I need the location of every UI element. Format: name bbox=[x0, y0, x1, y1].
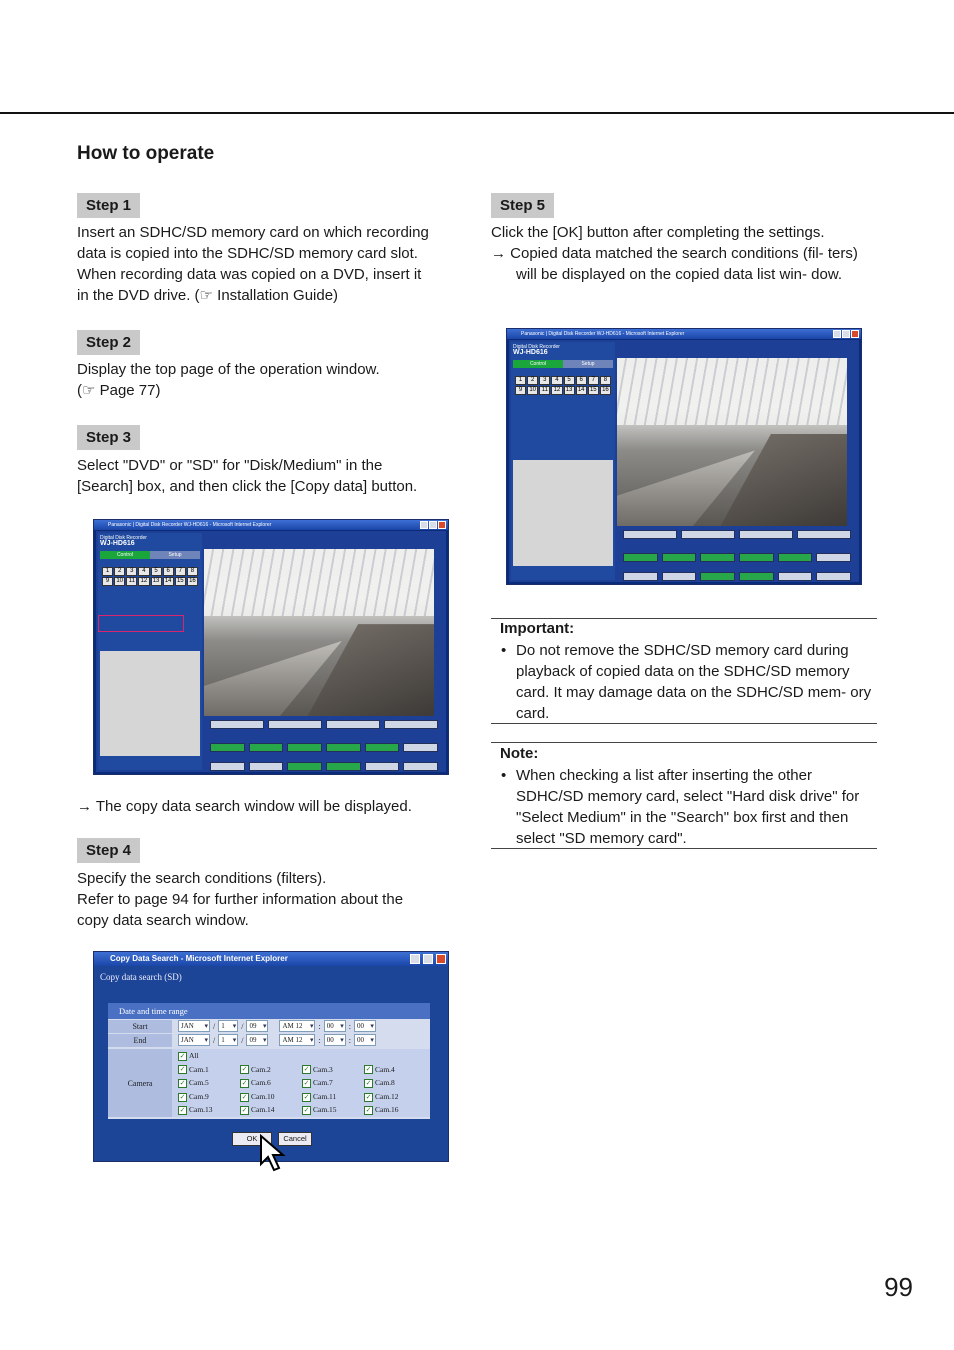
end-hour-select[interactable]: AM 12 ▾ bbox=[279, 1034, 315, 1046]
app-body bbox=[509, 340, 859, 582]
control-button[interactable] bbox=[210, 720, 264, 729]
check-icon: ✓ bbox=[241, 1065, 248, 1074]
cam-button[interactable]: 5 bbox=[151, 567, 162, 576]
check-icon: ✓ bbox=[365, 1106, 372, 1115]
cam-label: Cam.14 bbox=[251, 1105, 275, 1115]
mouse-pointer-icon bbox=[259, 1134, 293, 1174]
interval-select[interactable] bbox=[365, 762, 400, 771]
close-icon[interactable] bbox=[436, 954, 446, 964]
cam-button[interactable]: 11 bbox=[539, 386, 550, 395]
start-month-select[interactable]: JAN ▾ bbox=[178, 1020, 210, 1032]
step-4-text bbox=[77, 868, 467, 931]
important-bullet: • Do not remove the SDHC/SD memory card during playback of copied data on the SDHC/SD memory card. It may damage data on the SDHC/SD mem- ory card. bbox=[501, 640, 879, 724]
brand bbox=[511, 342, 615, 358]
maximize-icon bbox=[429, 521, 437, 529]
camera-image bbox=[617, 358, 847, 526]
end-day-select[interactable]: 1 ▾ bbox=[218, 1034, 238, 1046]
cam-label: Cam.4 bbox=[375, 1064, 395, 1074]
step-3-badge: Step 3 bbox=[77, 425, 140, 450]
top-rule bbox=[0, 112, 954, 114]
maximize-icon[interactable] bbox=[423, 954, 433, 964]
note-bottom-rule bbox=[491, 848, 877, 849]
search-box-highlight bbox=[98, 615, 184, 632]
start-row: Start JAN ▾ / 1 ▾ / 09 ▾ AM 12 ▾ : 00 ▾ : 00 ▾ bbox=[108, 1019, 430, 1033]
brand bbox=[98, 533, 202, 549]
skip-button[interactable] bbox=[739, 553, 774, 562]
dialog-heading: Copy data search (SD) bbox=[100, 972, 182, 982]
close-icon bbox=[851, 330, 859, 338]
cam-button[interactable]: 3 bbox=[539, 376, 550, 385]
check-icon: ✓ bbox=[365, 1092, 372, 1101]
railway-track bbox=[308, 624, 435, 716]
cam-label: Cam.2 bbox=[251, 1064, 271, 1074]
copied-data-list-screenshot bbox=[506, 328, 862, 585]
cam-label: Cam.15 bbox=[313, 1105, 337, 1115]
end-row: End JAN ▾ / 1 ▾ / 09 ▾ AM 12 ▾ : 00 ▾ : 00 ▾ bbox=[108, 1033, 430, 1047]
ok-button[interactable]: OK bbox=[232, 1132, 272, 1146]
step-2-text bbox=[77, 359, 467, 401]
minimize-icon bbox=[420, 521, 428, 529]
start-label: Start bbox=[108, 1020, 172, 1033]
check-icon: ✓ bbox=[179, 1051, 186, 1060]
cam-button[interactable]: 14 bbox=[163, 577, 174, 586]
brand-small: Digital Disk Recorder bbox=[513, 344, 560, 350]
cam-label: Cam.13 bbox=[189, 1105, 213, 1115]
skip-button[interactable] bbox=[778, 553, 813, 562]
cam-button[interactable]: 8 bbox=[187, 567, 198, 576]
stop-button[interactable] bbox=[662, 572, 697, 581]
cam-checkbox[interactable] bbox=[364, 1065, 426, 1077]
go-to-last-button[interactable] bbox=[403, 743, 438, 752]
cam-label: Cam.11 bbox=[313, 1091, 337, 1101]
recent-event-list bbox=[100, 651, 200, 756]
cam-checkbox[interactable] bbox=[364, 1105, 426, 1117]
cam-checkbox[interactable] bbox=[302, 1092, 364, 1104]
close-icon bbox=[438, 521, 446, 529]
control-button[interactable] bbox=[326, 720, 380, 729]
step-5-badge: Step 5 bbox=[491, 193, 554, 218]
operation-window-screenshot bbox=[93, 519, 449, 775]
railway-track bbox=[721, 434, 848, 526]
step-4-line: Refer to page 94 for further information about the bbox=[77, 891, 404, 908]
cam-button[interactable]: 15 bbox=[175, 577, 186, 586]
step-2-line: Display the top page of the operation window. bbox=[77, 361, 380, 378]
cam-button[interactable]: 13 bbox=[564, 386, 575, 395]
go-to-date-button[interactable] bbox=[403, 762, 438, 771]
check-icon: ✓ bbox=[241, 1106, 248, 1115]
copy-data-search-dialog bbox=[93, 951, 449, 1162]
next-image-button[interactable] bbox=[326, 762, 361, 771]
cam-label: Cam.5 bbox=[189, 1078, 209, 1088]
cam-button[interactable]: 11 bbox=[126, 577, 137, 586]
cam-button[interactable]: 13 bbox=[151, 577, 162, 586]
cam-button[interactable]: 9 bbox=[515, 386, 526, 395]
cam-button[interactable]: 4 bbox=[138, 567, 149, 576]
brand-small: Digital Disk Recorder bbox=[100, 535, 147, 541]
cam-button[interactable]: 14 bbox=[576, 386, 587, 395]
step-3-text bbox=[77, 455, 467, 497]
control-button[interactable] bbox=[623, 530, 677, 539]
check-icon: ✓ bbox=[303, 1106, 310, 1115]
page-number: 99 bbox=[884, 1272, 913, 1302]
cancel-button[interactable]: Cancel bbox=[278, 1132, 312, 1146]
control-button[interactable] bbox=[739, 530, 793, 539]
step-1-badge: Step 1 bbox=[77, 193, 140, 218]
step-5-line: Click the [OK] button after completing the settings. bbox=[491, 224, 825, 241]
step-3-line: [Search] box, and then click the [Copy data] button. bbox=[77, 478, 418, 495]
start-day-select[interactable]: 1 ▾ bbox=[218, 1020, 238, 1032]
playback-controls bbox=[204, 718, 444, 770]
cam-label: Cam.10 bbox=[251, 1091, 275, 1101]
interval-select[interactable] bbox=[778, 572, 813, 581]
cam-checkbox[interactable] bbox=[178, 1078, 240, 1090]
cam-checkbox[interactable] bbox=[240, 1078, 302, 1090]
check-icon: ✓ bbox=[365, 1078, 372, 1087]
cam-label: Cam.16 bbox=[375, 1105, 399, 1115]
cam-button[interactable]: 12 bbox=[551, 386, 562, 395]
search-panel bbox=[108, 1003, 430, 1119]
control-button[interactable] bbox=[268, 720, 322, 729]
tab-control[interactable]: Control bbox=[100, 551, 150, 559]
step-2-line: (☞ Page 77) bbox=[77, 382, 161, 399]
cam-label: Cam.12 bbox=[375, 1091, 399, 1101]
app-body bbox=[96, 531, 446, 772]
go-to-date-button[interactable] bbox=[816, 572, 851, 581]
stop-button[interactable] bbox=[249, 762, 284, 771]
copied-data-list bbox=[513, 460, 613, 566]
end-year-select[interactable]: 09 ▾ bbox=[246, 1034, 268, 1046]
cam-button[interactable]: 6 bbox=[163, 567, 174, 576]
skip-button[interactable] bbox=[326, 743, 361, 752]
cam-checkbox[interactable] bbox=[240, 1065, 302, 1077]
important-top-rule bbox=[491, 618, 877, 619]
cam-button[interactable]: 2 bbox=[114, 567, 125, 576]
step-2-badge: Step 2 bbox=[77, 330, 140, 355]
camera-checkbox-grid bbox=[178, 1049, 426, 1117]
window-titlebar: Panasonic | Digital Disk Recorder WJ-HD616 - Microsoft Internet Explorer bbox=[507, 329, 861, 339]
camera-select-grid bbox=[511, 374, 615, 397]
end-month-select[interactable]: JAN ▾ bbox=[178, 1034, 210, 1046]
check-icon: ✓ bbox=[179, 1092, 186, 1101]
start-hour-select[interactable]: AM 12 ▾ bbox=[279, 1020, 315, 1032]
playback-controls bbox=[617, 528, 857, 580]
cam-button[interactable]: 16 bbox=[600, 386, 611, 395]
start-minute-select[interactable]: 00 ▾ bbox=[324, 1020, 346, 1032]
cam-button[interactable]: 12 bbox=[138, 577, 149, 586]
cam-button[interactable]: 5 bbox=[564, 376, 575, 385]
control-button[interactable] bbox=[797, 530, 851, 539]
check-icon: ✓ bbox=[179, 1065, 186, 1074]
rewind-button[interactable] bbox=[210, 743, 245, 752]
cam-button[interactable]: 3 bbox=[126, 567, 137, 576]
left-panel bbox=[98, 533, 202, 770]
cam-checkbox[interactable] bbox=[302, 1105, 364, 1117]
cam-button[interactable]: 6 bbox=[576, 376, 587, 385]
tab-bar bbox=[100, 551, 200, 559]
cam-label: Cam.8 bbox=[375, 1078, 395, 1088]
check-icon: ✓ bbox=[365, 1065, 372, 1074]
play-button[interactable] bbox=[249, 743, 284, 752]
step-4-line: copy data search window. bbox=[77, 912, 249, 929]
step-4-line: Specify the search conditions (filters). bbox=[77, 870, 327, 887]
check-icon: ✓ bbox=[303, 1092, 310, 1101]
layout-controls bbox=[98, 588, 202, 614]
tab-setup[interactable]: Setup bbox=[563, 360, 613, 368]
step-1-line: When recording data was copied on a DVD, insert it bbox=[77, 266, 422, 283]
control-button[interactable] bbox=[384, 720, 438, 729]
start-year-select[interactable]: 09 ▾ bbox=[246, 1020, 268, 1032]
maximize-icon bbox=[842, 330, 850, 338]
step-1-line: Insert an SDHC/SD memory card on which recording bbox=[77, 224, 429, 241]
check-icon: ✓ bbox=[241, 1078, 248, 1087]
tab-control[interactable]: Control bbox=[513, 360, 563, 368]
cam-label: Cam.1 bbox=[189, 1064, 209, 1074]
section-heading: How to operate bbox=[77, 143, 215, 164]
note-top-rule bbox=[491, 742, 877, 743]
station-roof bbox=[204, 549, 434, 616]
rewind-button[interactable] bbox=[623, 553, 658, 562]
cam-checkbox[interactable] bbox=[364, 1078, 426, 1090]
start-second-select[interactable]: 00 ▾ bbox=[354, 1020, 376, 1032]
cam-button[interactable]: 7 bbox=[175, 567, 186, 576]
camera-label: Camera bbox=[108, 1049, 172, 1117]
cam-label: Cam.3 bbox=[313, 1064, 333, 1074]
cam-button[interactable]: 10 bbox=[527, 386, 538, 395]
check-icon: ✓ bbox=[303, 1078, 310, 1087]
end-second-select[interactable]: 00 ▾ bbox=[354, 1034, 376, 1046]
all-label: All bbox=[189, 1051, 199, 1060]
left-panel bbox=[511, 342, 615, 580]
end-label: End bbox=[108, 1034, 172, 1047]
note-title: Note: bbox=[500, 745, 539, 762]
cam-checkbox[interactable] bbox=[178, 1065, 240, 1077]
cam-button[interactable]: 2 bbox=[527, 376, 538, 385]
step-5-text bbox=[491, 222, 876, 285]
cam-button[interactable]: 1 bbox=[515, 376, 526, 385]
go-to-last-button[interactable] bbox=[816, 553, 851, 562]
control-button[interactable] bbox=[681, 530, 735, 539]
all-checkbox[interactable] bbox=[178, 1051, 426, 1063]
end-minute-select[interactable]: 00 ▾ bbox=[324, 1034, 346, 1046]
cam-label: Cam.6 bbox=[251, 1078, 271, 1088]
important-title: Important: bbox=[500, 620, 575, 637]
pause-button[interactable] bbox=[623, 572, 658, 581]
tab-setup[interactable]: Setup bbox=[150, 551, 200, 559]
cam-checkbox[interactable] bbox=[240, 1105, 302, 1117]
prev-image-button[interactable] bbox=[287, 762, 322, 771]
range-title: Date and time range bbox=[108, 1003, 430, 1019]
check-icon: ✓ bbox=[303, 1065, 310, 1074]
check-icon: ✓ bbox=[241, 1092, 248, 1101]
tab-bar bbox=[513, 360, 613, 368]
minimize-icon bbox=[833, 330, 841, 338]
minimize-icon[interactable] bbox=[410, 954, 420, 964]
step-1-line: data is copied into the SDHC/SD memory card slot. bbox=[77, 245, 418, 262]
fast-forward-button[interactable] bbox=[700, 553, 735, 562]
cam-button[interactable]: 8 bbox=[600, 376, 611, 385]
cam-button[interactable]: 4 bbox=[551, 376, 562, 385]
brand-model: WJ-HD616 bbox=[100, 540, 135, 547]
cam-button[interactable]: 9 bbox=[102, 577, 113, 586]
camera-image bbox=[204, 549, 434, 716]
step-3-result: → The copy data search window will be displayed. bbox=[77, 798, 412, 815]
cam-button[interactable]: 16 bbox=[187, 577, 198, 586]
camera-area bbox=[108, 1049, 430, 1117]
window-titlebar: Panasonic | Digital Disk Recorder WJ-HD616 - Microsoft Internet Explorer bbox=[94, 520, 448, 530]
cam-checkbox[interactable] bbox=[240, 1092, 302, 1104]
step-1-text bbox=[77, 222, 467, 306]
cam-button[interactable]: 7 bbox=[588, 376, 599, 385]
prev-image-button[interactable] bbox=[700, 572, 735, 581]
step-4-badge: Step 4 bbox=[77, 838, 140, 863]
cam-checkbox[interactable] bbox=[302, 1078, 364, 1090]
brand-model: WJ-HD616 bbox=[513, 349, 548, 356]
cam-button[interactable]: 15 bbox=[588, 386, 599, 395]
camera-select-grid bbox=[98, 565, 202, 588]
cam-label: Cam.9 bbox=[189, 1091, 209, 1101]
note-bullet: • When checking a list after inserting the other SDHC/SD memory card, select "Hard disk drive" for "Select Medium" in the "Search" box first and then select "SD memory card". bbox=[501, 765, 879, 849]
cam-button[interactable]: 1 bbox=[102, 567, 113, 576]
station-roof bbox=[617, 358, 847, 425]
check-icon: ✓ bbox=[179, 1106, 186, 1115]
next-image-button[interactable] bbox=[739, 572, 774, 581]
step-5-result: → Copied data matched the search conditions (fil- ters) will be displayed on the copied data list win- dow. bbox=[491, 245, 858, 283]
cam-label: Cam.7 bbox=[313, 1078, 333, 1088]
step-3-line: Select "DVD" or "SD" for "Disk/Medium" in the bbox=[77, 457, 383, 474]
play-button[interactable] bbox=[662, 553, 697, 562]
cam-checkbox[interactable] bbox=[364, 1092, 426, 1104]
cam-checkbox[interactable] bbox=[302, 1065, 364, 1077]
dialog-titlebar: Copy Data Search - Microsoft Internet Explorer bbox=[94, 952, 448, 966]
step-1-line: in the DVD drive. (☞ Installation Guide) bbox=[77, 287, 339, 304]
cam-button[interactable]: 10 bbox=[114, 577, 125, 586]
important-bottom-rule bbox=[491, 723, 877, 724]
skip-button[interactable] bbox=[365, 743, 400, 752]
pause-button[interactable] bbox=[210, 762, 245, 771]
cam-checkbox[interactable] bbox=[178, 1092, 240, 1104]
fast-forward-button[interactable] bbox=[287, 743, 322, 752]
check-icon: ✓ bbox=[179, 1078, 186, 1087]
cam-checkbox[interactable] bbox=[178, 1105, 240, 1117]
